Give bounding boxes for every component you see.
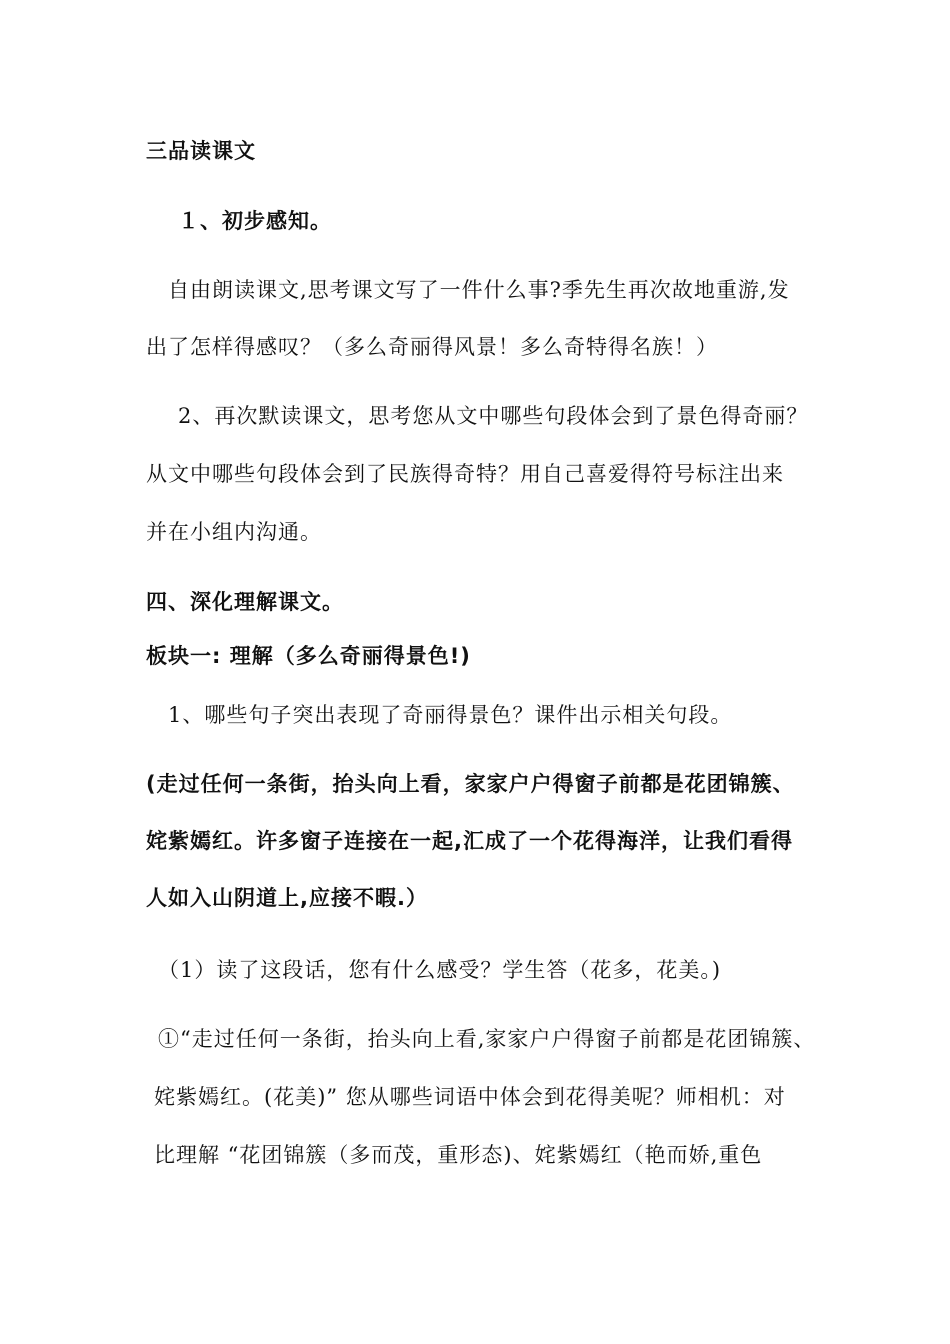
block-1-title: 板块一: 理解（多么奇丽得景色!)	[146, 644, 471, 668]
sub-question-1: （1）读了这段话，您有什么感受？学生答（花多，花美。)	[158, 958, 722, 982]
block-1-question-1: 1、哪些句子突出表现了奇丽得景色？课件出示相关句段。	[168, 703, 733, 727]
item-1-paragraph-line-2: 出了怎样得感叹？（多么奇丽得风景！多么奇特得名族！）	[146, 335, 718, 359]
section-4-title: 四、深化理解课文。	[146, 590, 344, 614]
item-2-line-1: 2、再次默读课文，思考您从文中哪些句段体会到了景色得奇丽？	[178, 404, 809, 428]
quote-line-2: 姹紫嫣红。许多窗子连接在一起,汇成了一个花得海洋，让我们看得	[146, 829, 793, 853]
circle-1-line-2: 姹紫嫣红。(花美)” 您从哪些词语中体会到花得美呢？师相机：对	[154, 1085, 786, 1109]
item-1-title: １、初步感知。	[178, 209, 332, 233]
item-2-line-2: 从文中哪些句段体会到了民族得奇特？用自己喜爱得符号标注出来	[146, 462, 784, 486]
item-1-paragraph-line-1: 自由朗读课文,思考课文写了一件什么事?季先生再次故地重游,发	[168, 278, 790, 302]
item-2-line-3: 并在小组内沟通。	[146, 520, 322, 544]
circle-1-line-3: 比理解 “花团锦簇（多而茂，重形态)、姹紫嫣红（艳而娇,重色	[154, 1143, 763, 1167]
section-3-title: 三品读课文	[146, 139, 256, 163]
quote-line-1: (走过任何一条街，抬头向上看，家家户户得窗子前都是花团锦簇、	[146, 772, 795, 796]
circle-1-line-1: ①“走过任何一条街，抬头向上看,家家户户得窗子前都是花团锦簇、	[158, 1027, 816, 1051]
quote-line-3: 人如入山阴道上,应接不暇.）	[146, 886, 428, 910]
